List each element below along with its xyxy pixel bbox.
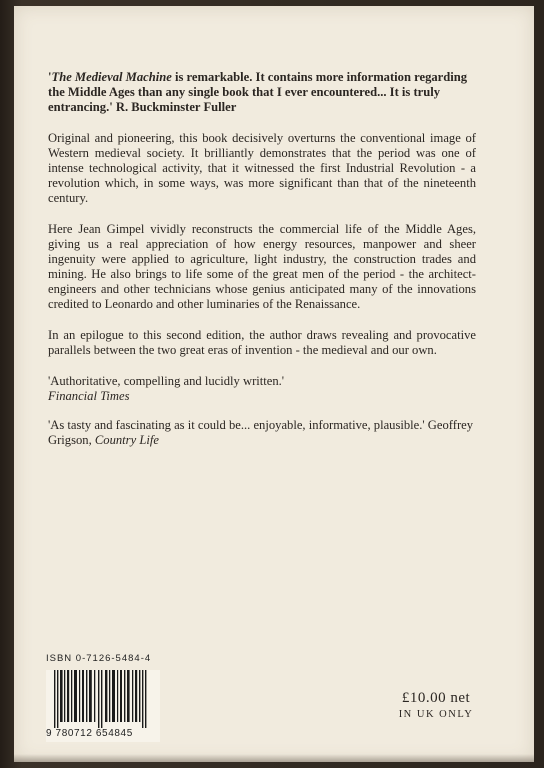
isbn-label: ISBN 0-7126-5484-4 <box>46 653 152 664</box>
price: £10.00 net <box>401 690 471 706</box>
barcode-digits: 9 780712 654845 <box>46 728 133 739</box>
review-2-source: Country Life <box>94 433 159 447</box>
lead-quote <box>48 70 476 115</box>
paragraph-1: Original and pioneering, this book decisively overturns the conventional image of Western medieval society. It brilliantly demonstrates that the period was one of intense technological activity, that it witnessed the first Industrial Revolution - a revolution which, in some ways, was more significant than that of the nineteenth century. <box>48 131 476 205</box>
book-title: The Medieval Machine <box>51 70 172 84</box>
lead-quote-text: is remarkable. It contains more information regarding the Middle Ages than any single book that I ever encountered... It is truly entrancing.' R. Buckminster Fuller <box>48 70 468 114</box>
price-block <box>386 690 486 720</box>
barcode <box>46 670 160 742</box>
blurb-text <box>48 70 476 462</box>
barcode-bars <box>54 670 154 728</box>
review-2-text: 'As tasty and fascinating as it could be... enjoyable, informative, plausible.' Geoffrey Grigson, <box>48 418 474 447</box>
paragraph-3: In an epilogue to this second edition, the author draws revealing and provocative parallels between the two great eras of invention - the medieval and our own. <box>48 328 476 357</box>
paragraph-2: Here Jean Gimpel vividly reconstructs the commercial life of the Middle Ages, giving us a real appreciation of how energy resources, manpower and sheer ingenuity were applied to agriculture, light industry, the construction trades and mining. He also brings to life some of the great men of the period - the architect-engineers and other technicians whose genius anticipated many of the innovations credited to Leonardo and other luminaries of the Renaissance. <box>48 222 476 311</box>
review-1-text: 'Authoritative, compelling and lucidly written.' <box>48 374 285 388</box>
review-country-life <box>48 418 476 448</box>
price-note: IN UK ONLY <box>398 709 474 720</box>
review-1-source: Financial Times <box>48 389 130 403</box>
review-financial-times <box>48 374 476 404</box>
open-quote: ' <box>48 70 52 84</box>
